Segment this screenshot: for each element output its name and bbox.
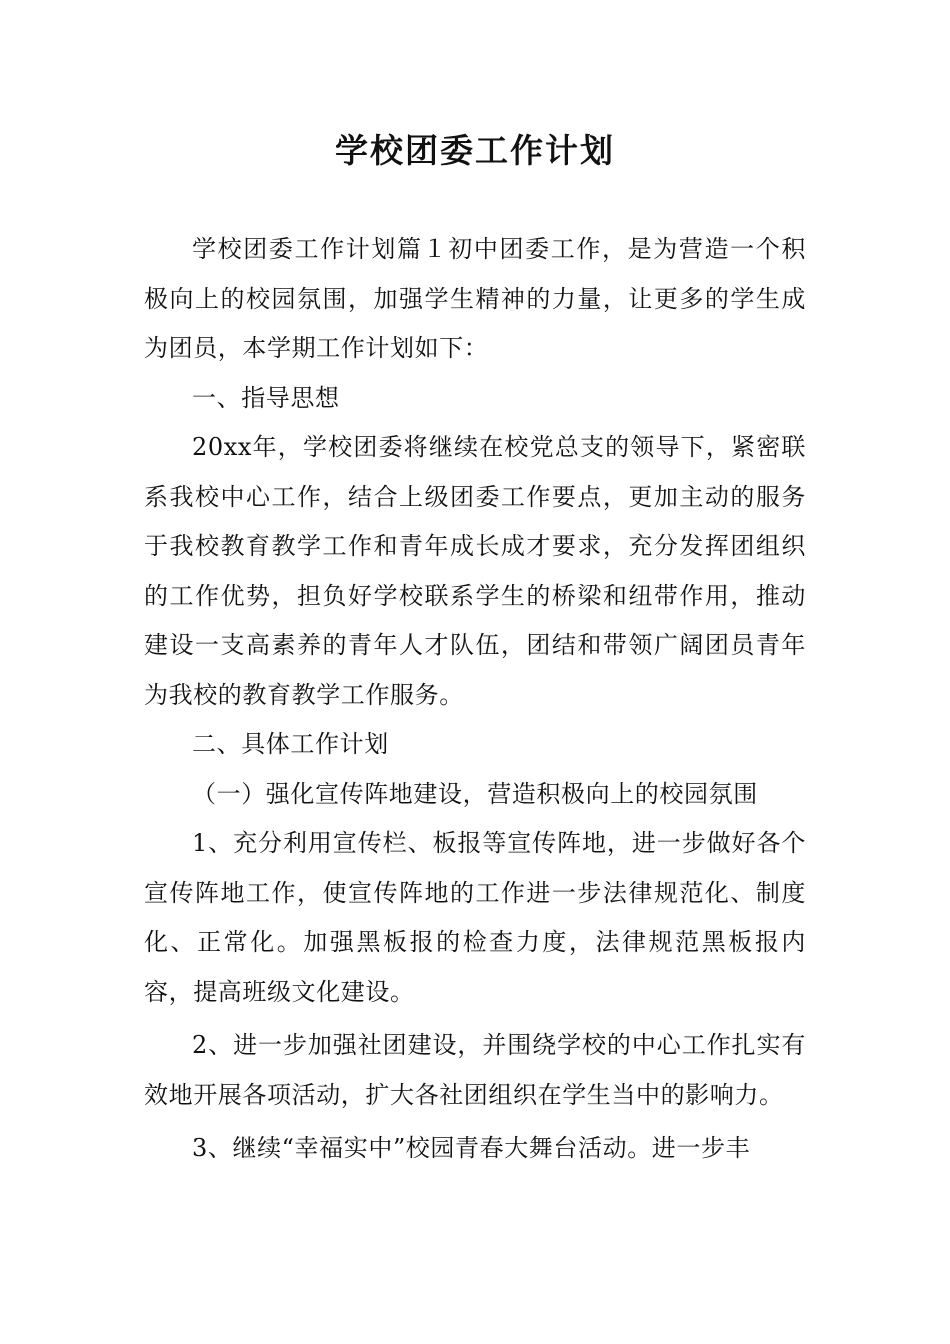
section-heading-work-plan: 二、具体工作计划 [192,730,389,758]
guiding-ideology-paragraph: 20xx年，学校团委将继续在校党总支的领导下，紧密联系我校中心工作，结合上级团委工作要点，更加主动的服务于我校教育教学工作和青年成长成才要求，充分发挥团组织的工作优势，担负好学校联系学生的桥梁和纽带作用，推动建设一支高素养的青年人才队伍，团结和带领广阔团员青年为我校的教育教学工作服务。 [144,433,806,709]
intro-paragraph: 学校团委工作计划篇１初中团委工作，是为营造一个积极向上的校园氛围，加强学生精神的力量，让更多的学生成为团员，本学期工作计划如下： [144,235,806,362]
document-title: 学校团委工作计划 [335,131,615,170]
subsection-heading-propaganda: （一）强化宣传阵地建设，营造积极向上的校园氛围 [192,779,758,808]
document-body [144,225,806,1174]
section-heading-guiding-ideology: 一、指导思想 [192,383,340,412]
plan-item-2: 2、进一步加强社团建设，并围绕学校的中心工作扎实有效地开展各项活动，扩大各社团组织在学生当中的影响力。 [144,1031,806,1109]
plan-item-1: 1、充分利用宣传栏、板报等宣传阵地，进一步做好各个宣传阵地工作，使宣传阵地的工作进一步法律规范化、制度化、正常化。加强黑板报的检查力度，法律规范黑板报内容，提高班级文化建设。 [144,829,806,1006]
plan-item-3: 3、继续“幸福实中”校园青春大舞台活动。进一步丰 [192,1134,751,1162]
